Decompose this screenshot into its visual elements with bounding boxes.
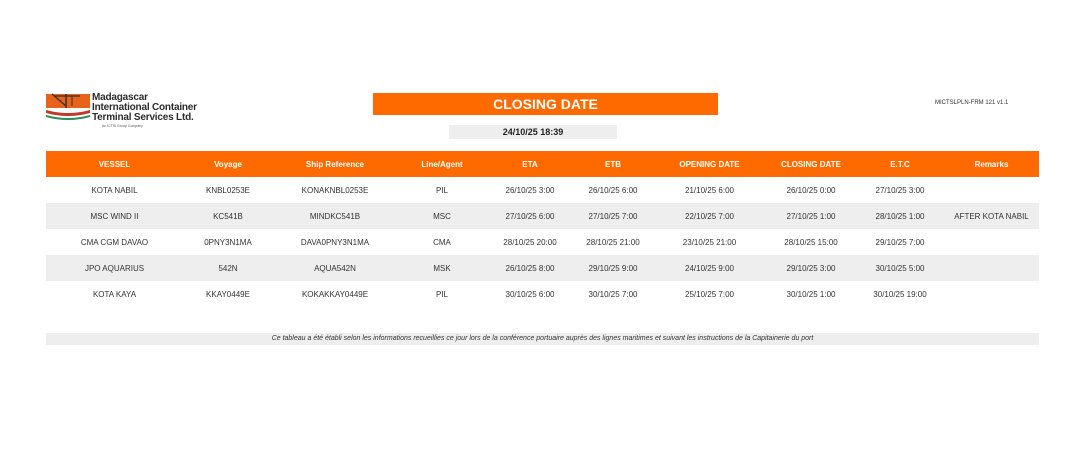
cell-etb: 27/10/25 7:00 <box>588 211 638 221</box>
cell-voyage: 0PNY3N1MA <box>204 237 252 247</box>
cell-vessel: JPO AQUARIUS <box>84 263 145 273</box>
cell-vessel: CMA CGM DAVAO <box>80 237 149 247</box>
page-title: CLOSING DATE <box>373 93 718 115</box>
table-header-row <box>46 151 1039 177</box>
header-voyage: Voyage <box>214 159 242 169</box>
header-opening-date: OPENING DATE <box>679 159 740 169</box>
cell-etb: 28/10/25 21:00 <box>586 237 640 247</box>
cell-etb: 26/10/25 6:00 <box>588 185 638 195</box>
cell-voyage: KC541B <box>213 211 243 221</box>
table-row <box>46 281 1039 307</box>
header-etc: E.T.C <box>890 159 910 169</box>
cell-line-agent: PIL <box>435 289 448 299</box>
cell-closing-date: 29/10/25 3:00 <box>786 263 836 273</box>
cell-line-agent: PIL <box>435 185 448 195</box>
cell-ship-reference: KONAKNBL0253E <box>301 185 369 195</box>
footnote: Ce tableau a été établi selon les informations recueillies ce jour lors de la conférence portuaire auprès des lignes maritimes et suivant les instructions de la Capitainerie du port <box>46 333 1039 345</box>
table-row <box>46 203 1039 229</box>
logo-line-3: Terminal Services Ltd. <box>92 112 194 123</box>
cell-closing-date: 30/10/25 1:00 <box>786 289 836 299</box>
cell-remarks <box>944 281 1039 307</box>
cell-opening-date: 22/10/25 7:00 <box>685 211 734 221</box>
cell-line-agent: CMA <box>433 237 451 247</box>
cell-voyage: 542N <box>218 263 238 273</box>
cell-closing-date: 26/10/25 0:00 <box>786 185 836 195</box>
cell-eta: 26/10/25 3:00 <box>505 185 555 195</box>
cell-vessel: KOTA NABIL <box>91 185 138 195</box>
form-reference: MICTSLPLN-FRM 121 v1.1 <box>935 100 1009 106</box>
cell-vessel: MSC WIND II <box>90 211 139 221</box>
generated-timestamp: 24/10/25 18:39 <box>449 125 617 139</box>
table-row <box>46 177 1039 203</box>
cell-eta: 26/10/25 8:00 <box>505 263 555 273</box>
cell-closing-date: 28/10/25 15:00 <box>784 237 838 247</box>
cell-ship-reference: KOKAKKAY0449E <box>301 289 369 299</box>
logo-line-1: Madagascar <box>92 92 148 103</box>
cell-closing-date: 27/10/25 1:00 <box>786 211 836 221</box>
closing-date-table <box>46 151 1039 307</box>
cell-remarks: AFTER KOTA NABIL <box>954 211 1029 221</box>
table-row <box>46 255 1039 281</box>
cell-line-agent: MSC <box>433 211 451 221</box>
header-vessel: VESSEL <box>98 159 131 169</box>
cell-eta: 28/10/25 20:00 <box>503 237 557 247</box>
cell-eta: 27/10/25 6:00 <box>505 211 555 221</box>
header-line-agent: Line/Agent <box>421 159 463 169</box>
cell-etb: 30/10/25 7:00 <box>588 289 638 299</box>
logo-tagline: An ICTSI Group Company <box>102 124 143 128</box>
cell-remarks <box>944 229 1039 255</box>
cell-vessel: KOTA KAYA <box>92 289 137 299</box>
cell-eta: 30/10/25 6:00 <box>505 289 555 299</box>
cell-etc: 27/10/25 3:00 <box>875 185 925 195</box>
logo-wordmark <box>92 93 197 123</box>
cell-ship-reference: AQUA542N <box>314 263 356 273</box>
table-row <box>46 229 1039 255</box>
header-eta: ETA <box>522 159 538 169</box>
cell-voyage: KNBL0253E <box>205 185 251 195</box>
cell-ship-reference: MINDKC541B <box>309 211 361 221</box>
company-logo <box>46 92 216 132</box>
header-closing-date: CLOSING DATE <box>781 159 841 169</box>
header-ship-reference: Ship Reference <box>305 159 365 169</box>
cell-remarks <box>944 255 1039 281</box>
cell-etc: 28/10/25 1:00 <box>875 211 925 221</box>
cell-remarks <box>944 177 1039 203</box>
header-remarks: Remarks <box>974 159 1009 169</box>
cell-etc: 30/10/25 19:00 <box>873 289 927 299</box>
cell-line-agent: MSK <box>433 263 451 273</box>
cell-opening-date: 24/10/25 9:00 <box>685 263 734 273</box>
cell-voyage: KKAY0449E <box>206 289 250 299</box>
cell-opening-date: 23/10/25 21:00 <box>682 237 737 247</box>
logo-line-2: International Container <box>92 102 197 113</box>
cell-etb: 29/10/25 9:00 <box>588 263 638 273</box>
crane-logo-icon <box>46 92 92 124</box>
cell-opening-date: 21/10/25 6:00 <box>685 185 734 195</box>
cell-opening-date: 25/10/25 7:00 <box>685 289 734 299</box>
cell-etc: 30/10/25 5:00 <box>875 263 925 273</box>
header-etb: ETB <box>605 159 621 169</box>
cell-etc: 29/10/25 7:00 <box>875 237 925 247</box>
cell-ship-reference: DAVA0PNY3N1MA <box>300 237 370 247</box>
